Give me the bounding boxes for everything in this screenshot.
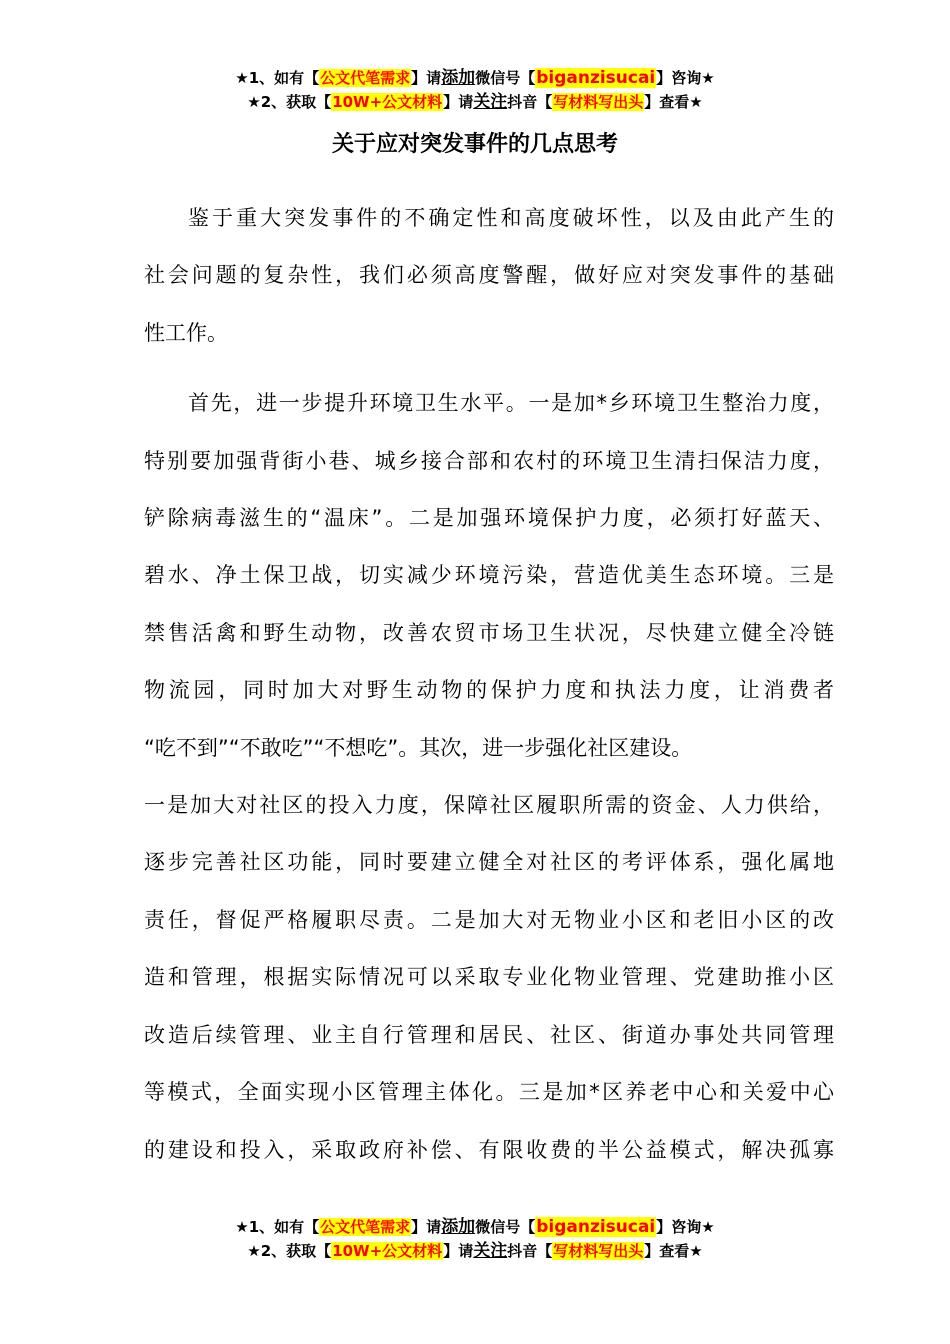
promo-line-1: ★1、如有【公文代笔需求】请添加微信号【biganzisucai】咨询★: [235, 68, 715, 88]
promo-highlight-materials: 10W+公文材料: [332, 1242, 443, 1260]
promo-underline-add: 添加: [441, 1217, 476, 1237]
text-line: 改造后续管理、业主自行管理和居民、社区、街道办事处共同管理: [144, 1022, 834, 1047]
promo-highlight-service: 公文代笔需求: [320, 1218, 411, 1236]
paragraph-2: [144, 375, 834, 1179]
text-line: 一是加大对社区的投入力度，保障社区履职所需的资金、人力供给，: [144, 793, 834, 818]
promo-highlight-service: 公文代笔需求: [320, 69, 411, 87]
promo-highlight-douyin: 写材料写出头: [553, 93, 644, 111]
promo-highlight-douyin: 写材料写出头: [553, 1242, 644, 1260]
text-line: 逐步完善社区功能，同时要建立健全对社区的考评体系，强化属地: [144, 850, 834, 875]
promo-line-2: ★2、获取【10W+公文材料】请关注抖音【写材料写出头】查看★: [247, 1241, 703, 1261]
text-line: 首先，进一步提升环境卫生水平。一是加*乡环境卫生整治力度，: [188, 391, 834, 416]
footer-promo-banner: [0, 1215, 950, 1263]
text-line: 鉴于重大突发事件的不确定性和高度破坏性，以及由此产生的: [188, 206, 834, 230]
text-line: 铲除病毒滋生的“温床”。二是加强环境保护力度，必须打好蓝天、: [144, 506, 834, 531]
text-line: 责任，督促严格履职尽责。二是加大对无物业小区和老旧小区的改: [144, 907, 834, 932]
promo-line-2: ★2、获取【10W+公文材料】请关注抖音【写材料写出头】查看★: [247, 92, 703, 112]
paragraph-1: [144, 190, 834, 362]
text-line: 特别要加强背街小巷、城乡接合部和农村的环境卫生清扫保洁力度，: [144, 448, 834, 473]
promo-highlight-wechat-id: biganzisucai: [536, 68, 656, 88]
text-line: 社会问题的复杂性，我们必须高度警醒，做好应对突发事件的基础: [144, 263, 834, 288]
document-title: 关于应对突发事件的几点思考: [331, 132, 618, 157]
promo-underline-follow: 关注: [473, 92, 508, 112]
text-line: 碧水、净土保卫战，切实减少环境污染，营造优美生态环境。三是: [144, 563, 834, 588]
promo-underline-follow: 关注: [473, 1241, 508, 1261]
header-promo-banner: [0, 66, 950, 114]
text-line: 禁售活禽和野生动物，改善农贸市场卫生状况，尽快建立健全冷链: [144, 620, 834, 645]
text-line: “吃不到”“不敢吃”“不想吃”。其次，进一步强化社区建设。: [144, 735, 693, 760]
text-line: 等模式，全面实现小区管理主体化。三是加*区养老中心和关爱中心: [144, 1080, 834, 1105]
promo-underline-add: 添加: [441, 68, 476, 88]
text-line: 性工作。: [144, 320, 228, 345]
promo-highlight-materials: 10W+公文材料: [332, 93, 443, 111]
text-line: 物流园，同时加大对野生动物的保护力度和执法力度，让消费者: [144, 678, 834, 703]
promo-line-1: ★1、如有【公文代笔需求】请添加微信号【biganzisucai】咨询★: [235, 1217, 715, 1237]
text-line: 的建设和投入，采取政府补偿、有限收费的半公益模式，解决孤寡: [144, 1137, 834, 1162]
promo-highlight-wechat-id: biganzisucai: [536, 1217, 656, 1237]
document-body: [144, 190, 834, 1179]
text-line: 造和管理，根据实际情况可以采取专业化物业管理、党建助推小区: [144, 965, 834, 990]
